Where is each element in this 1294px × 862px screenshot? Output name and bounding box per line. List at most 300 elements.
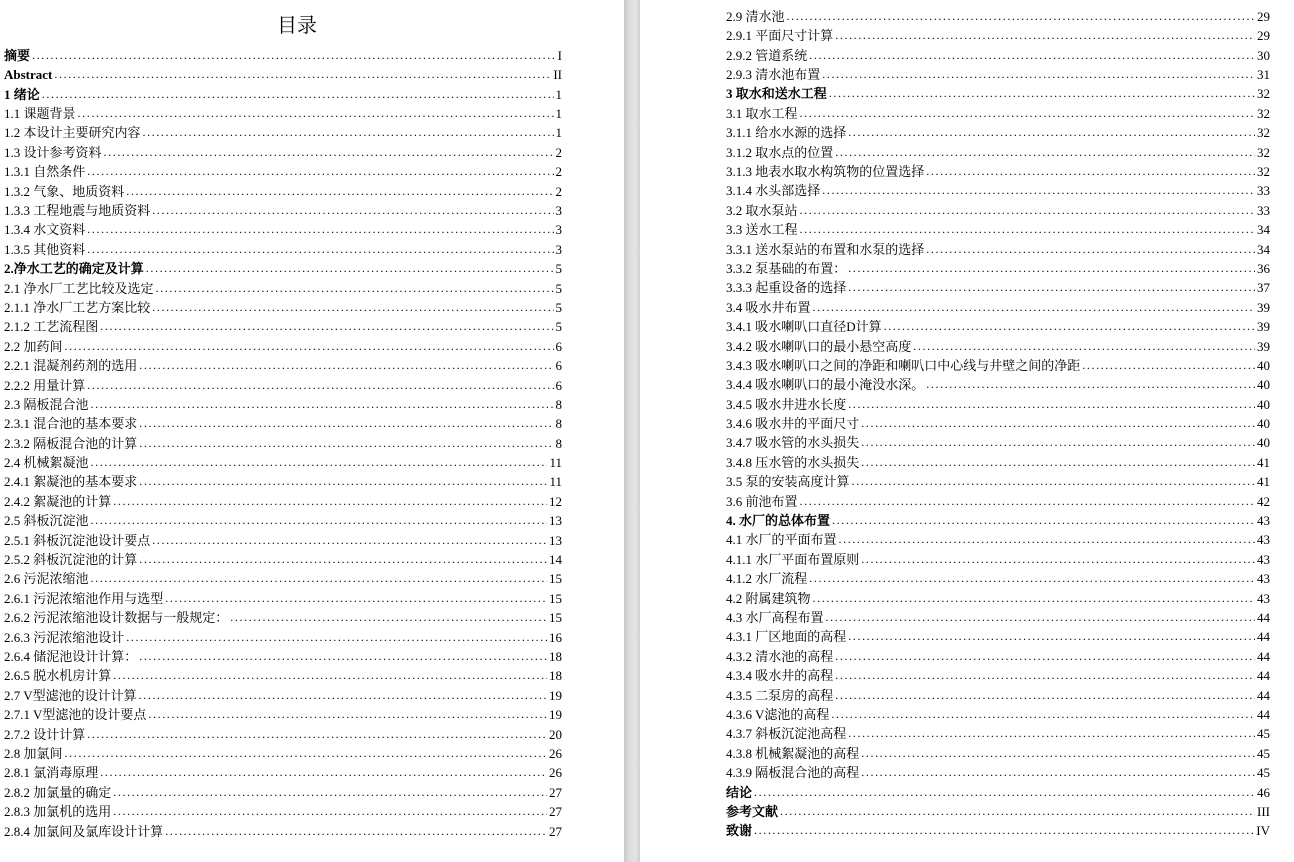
toc-list-right xyxy=(726,5,1270,839)
toc-entry[interactable] xyxy=(726,63,1270,82)
toc-entry-text: 致谢 xyxy=(726,823,753,839)
toc-entry[interactable] xyxy=(726,586,1270,605)
toc-leader-dots xyxy=(813,300,1255,315)
toc-entry-text: 4.1.1 水厂平面布置原则 xyxy=(726,551,860,567)
toc-page-number: 41 xyxy=(1257,474,1270,490)
toc-entry-text: 结论 xyxy=(726,784,753,800)
toc-leader-dots xyxy=(754,785,1255,800)
toc-page-number: 6 xyxy=(555,338,562,354)
toc-entry-text: 4.3.6 V滤池的高程 xyxy=(726,706,830,722)
toc-entry-text: 2.9.3 清水池布置 xyxy=(726,67,821,83)
toc-page-number: 46 xyxy=(1257,784,1270,800)
toc-leader-dots xyxy=(87,378,553,393)
toc-page-number: 40 xyxy=(1257,396,1270,412)
toc-page-number: 44 xyxy=(1257,706,1270,722)
toc-leader-dots xyxy=(100,765,547,780)
toc-page-number: 15 xyxy=(549,590,562,606)
toc-entry[interactable] xyxy=(4,354,562,373)
toc-entry[interactable] xyxy=(726,354,1270,373)
toc-entry[interactable] xyxy=(4,548,562,567)
toc-leader-dots xyxy=(143,125,554,140)
toc-leader-dots xyxy=(42,87,554,102)
toc-entry[interactable] xyxy=(726,160,1270,179)
toc-entry[interactable] xyxy=(726,625,1270,644)
toc-leader-dots xyxy=(848,629,1255,644)
toc-leader-dots xyxy=(861,746,1255,761)
toc-entry-text: 2.4.2 絮凝池的计算 xyxy=(4,493,112,509)
toc-entry[interactable] xyxy=(4,528,562,547)
toc-page-number: 5 xyxy=(555,261,562,277)
toc-leader-dots xyxy=(165,824,547,839)
toc-leader-dots xyxy=(91,397,554,412)
toc-entry[interactable] xyxy=(726,567,1270,586)
toc-leader-dots xyxy=(230,610,547,625)
toc-page-number: 11 xyxy=(549,455,562,471)
toc-leader-dots xyxy=(832,513,1255,528)
toc-entry-text: 3.3 送水工程 xyxy=(726,222,798,238)
toc-leader-dots xyxy=(861,416,1255,431)
toc-page-number: 12 xyxy=(549,493,562,509)
toc-leader-dots xyxy=(139,649,547,664)
toc-entry[interactable] xyxy=(726,82,1270,101)
toc-entry[interactable] xyxy=(726,703,1270,722)
toc-entry-text: 1.3 设计参考资料 xyxy=(4,144,102,160)
toc-leader-dots xyxy=(78,106,554,121)
toc-entry[interactable] xyxy=(726,761,1270,780)
toc-leader-dots xyxy=(139,688,547,703)
toc-page-number: 45 xyxy=(1257,745,1270,761)
toc-page-number: 36 xyxy=(1257,260,1270,276)
toc-leader-dots xyxy=(148,707,547,722)
toc-page-number: 26 xyxy=(549,765,562,781)
toc-entry[interactable] xyxy=(4,393,562,412)
toc-page-number: 43 xyxy=(1257,532,1270,548)
toc-entry[interactable] xyxy=(726,295,1270,314)
toc-entry[interactable] xyxy=(4,44,562,63)
toc-leader-dots xyxy=(835,649,1255,664)
toc-page-number: 32 xyxy=(1257,164,1270,180)
toc-entry[interactable] xyxy=(4,664,562,683)
toc-page-number: 20 xyxy=(549,726,562,742)
toc-page-number: 8 xyxy=(555,396,562,412)
toc-entry-text: 3.4.1 吸水喇叭口直径D计算 xyxy=(726,319,882,335)
toc-page-number: 19 xyxy=(549,687,562,703)
toc-leader-dots xyxy=(152,203,553,218)
toc-leader-dots xyxy=(861,765,1255,780)
toc-leader-dots xyxy=(831,707,1255,722)
toc-page-number: 44 xyxy=(1257,648,1270,664)
toc-entry[interactable] xyxy=(4,509,562,528)
toc-entry-text: 2.6.5 脱水机房计算 xyxy=(4,668,112,684)
toc-entry[interactable] xyxy=(4,761,562,780)
toc-page-number: 39 xyxy=(1257,299,1270,315)
toc-page-number: 43 xyxy=(1257,551,1270,567)
toc-page-number: III xyxy=(1257,803,1270,819)
toc-page-number: 1 xyxy=(555,125,562,141)
toc-entry-text: 3.3.2 泵基础的布置： xyxy=(726,260,847,276)
toc-leader-dots xyxy=(826,610,1255,625)
toc-leader-dots xyxy=(848,125,1255,140)
toc-page-number: 14 xyxy=(549,552,562,568)
toc-entry[interactable] xyxy=(4,489,562,508)
toc-leader-dots xyxy=(926,242,1255,257)
toc-entry[interactable] xyxy=(726,528,1270,547)
toc-entry[interactable] xyxy=(726,509,1270,528)
toc-entry-text: 3.4.2 吸水喇叭口的最小悬空高度 xyxy=(726,338,912,354)
toc-entry[interactable] xyxy=(4,218,562,237)
toc-entry-text: 3.4.8 压水管的水头损失 xyxy=(726,454,860,470)
toc-entry[interactable] xyxy=(4,780,562,799)
toc-leader-dots xyxy=(113,668,547,683)
toc-leader-dots xyxy=(835,28,1255,43)
toc-entry-text: 2.3 隔板混合池 xyxy=(4,396,89,412)
toc-entry[interactable] xyxy=(726,470,1270,489)
toc-entry[interactable] xyxy=(726,800,1270,819)
toc-leader-dots xyxy=(87,727,547,742)
toc-entry[interactable] xyxy=(4,102,562,121)
toc-page-number: 15 xyxy=(549,571,562,587)
toc-page-number: 15 xyxy=(549,610,562,626)
toc-leader-dots xyxy=(861,435,1255,450)
toc-entry-text: 2.4 机械絮凝池 xyxy=(4,455,89,471)
toc-entry-text: 2.1.2 工艺流程图 xyxy=(4,319,99,335)
toc-entry[interactable] xyxy=(726,644,1270,663)
toc-page-number: 44 xyxy=(1257,687,1270,703)
toc-leader-dots xyxy=(800,494,1255,509)
toc-entry[interactable] xyxy=(4,451,562,470)
toc-entry[interactable] xyxy=(4,586,562,605)
toc-entry-text: 1.3.1 自然条件 xyxy=(4,164,86,180)
toc-entry[interactable] xyxy=(4,819,562,838)
toc-page-number: 40 xyxy=(1257,357,1270,373)
toc-leader-dots xyxy=(809,48,1255,63)
toc-entry[interactable] xyxy=(726,218,1270,237)
toc-entry-text: 2.2.2 用量计算 xyxy=(4,377,86,393)
toc-entry-text: 4.3.9 隔板混合池的高程 xyxy=(726,765,860,781)
toc-entry[interactable] xyxy=(4,179,562,198)
toc-entry[interactable] xyxy=(726,683,1270,702)
toc-leader-dots xyxy=(800,106,1255,121)
toc-leader-dots xyxy=(91,513,547,528)
toc-entry[interactable] xyxy=(726,373,1270,392)
toc-entry-text: 4.3.8 机械絮凝池的高程 xyxy=(726,745,860,761)
toc-leader-dots xyxy=(126,184,553,199)
toc-leader-dots xyxy=(835,145,1255,160)
toc-entry-text: 2.8.1 氯消毒原理 xyxy=(4,765,99,781)
toc-page-number: 39 xyxy=(1257,338,1270,354)
toc-entry-text: 2.9 清水池 xyxy=(726,8,785,24)
toc-entry[interactable] xyxy=(726,819,1270,838)
toc-entry-text: 2.2.1 混凝剂药剂的选用 xyxy=(4,358,138,374)
toc-page-number: 18 xyxy=(549,649,562,664)
toc-leader-dots xyxy=(780,804,1255,819)
toc-entry-text: 2.6.4 储泥池设计计算： xyxy=(4,649,138,664)
toc-entry-text: 2.7.1 V型滤池的设计要点 xyxy=(4,707,147,723)
toc-leader-dots xyxy=(139,552,547,567)
toc-page-number: 16 xyxy=(549,629,562,645)
toc-entry[interactable] xyxy=(4,334,562,353)
toc-entry[interactable] xyxy=(4,645,562,664)
toc-entry[interactable] xyxy=(4,373,562,392)
toc-entry-text: 3.5 泵的安装高度计算 xyxy=(726,474,850,490)
toc-entry[interactable] xyxy=(4,742,562,761)
toc-leader-dots xyxy=(139,474,547,489)
toc-page-number: 40 xyxy=(1257,435,1270,451)
toc-entry[interactable] xyxy=(726,412,1270,431)
toc-entry[interactable] xyxy=(4,722,562,741)
toc-page-number: 1 xyxy=(555,106,562,122)
toc-entry[interactable] xyxy=(4,431,562,450)
toc-entry-text: 4.3.7 斜板沉淀池高程 xyxy=(726,726,847,742)
toc-entry[interactable] xyxy=(4,82,562,101)
toc-leader-dots xyxy=(848,726,1255,741)
toc-page-number: 2 xyxy=(555,183,562,199)
toc-entry-text: 3.1.1 给水水源的选择 xyxy=(726,125,847,141)
toc-entry-text: 参考文献 xyxy=(726,803,779,819)
toc-leader-dots xyxy=(813,591,1255,606)
toc-entry[interactable] xyxy=(726,334,1270,353)
toc-entry-text: 4. 水厂的总体布置 xyxy=(726,513,831,529)
toc-entry[interactable] xyxy=(4,800,562,819)
toc-title: 目录 xyxy=(277,13,317,37)
toc-entry-text: 3 取水和送水工程 xyxy=(726,86,827,102)
toc-leader-dots xyxy=(835,688,1255,703)
toc-entry[interactable] xyxy=(726,780,1270,799)
toc-entry-text: 1.2 本设计主要研究内容 xyxy=(4,125,141,141)
toc-entry[interactable] xyxy=(726,5,1270,24)
toc-leader-dots xyxy=(852,474,1255,489)
document-page-right xyxy=(640,0,1294,862)
toc-entry-text: 2.9.1 平面尺寸计算 xyxy=(726,28,834,44)
toc-entry-text: 2.6.3 污泥浓缩池设计 xyxy=(4,629,125,645)
toc-leader-dots xyxy=(146,261,554,276)
toc-leader-dots xyxy=(754,823,1254,838)
toc-entry[interactable] xyxy=(726,257,1270,276)
toc-page-number: 8 xyxy=(555,416,562,432)
toc-entry-text: 2.8.4 加氯间及氯库设计计算 xyxy=(4,823,164,839)
toc-leader-dots xyxy=(152,300,553,315)
toc-entry[interactable] xyxy=(4,470,562,489)
toc-leader-dots xyxy=(787,9,1255,24)
toc-page-number: 40 xyxy=(1257,416,1270,432)
toc-entry[interactable] xyxy=(726,121,1270,140)
toc-page-number: 5 xyxy=(555,280,562,296)
toc-entry-text: 2.6.1 污泥浓缩池作用与选型 xyxy=(4,590,164,606)
toc-entry-text: 4.1.2 水厂流程 xyxy=(726,571,808,587)
toc-entry-text: 1 绪论 xyxy=(4,86,40,102)
toc-page-number: 2 xyxy=(555,164,562,180)
toc-entry[interactable] xyxy=(726,43,1270,62)
toc-leader-dots xyxy=(800,203,1255,218)
toc-leader-dots xyxy=(926,377,1255,392)
toc-entry-text: 3.4.5 吸水井进水长度 xyxy=(726,396,847,412)
toc-entry[interactable] xyxy=(726,24,1270,43)
toc-entry[interactable] xyxy=(726,179,1270,198)
toc-entry-text: 3.2 取水泵站 xyxy=(726,202,798,218)
toc-leader-dots xyxy=(822,67,1255,82)
toc-leader-dots xyxy=(54,67,551,82)
toc-leader-dots xyxy=(113,494,547,509)
toc-list-left xyxy=(4,44,562,839)
toc-entry-text: 2.5 斜板沉淀池 xyxy=(4,513,89,529)
toc-entry-text: 3.1 取水工程 xyxy=(726,105,798,121)
toc-leader-dots xyxy=(926,164,1255,179)
toc-page-number: 40 xyxy=(1257,377,1270,393)
toc-page-number: II xyxy=(553,67,562,83)
toc-leader-dots xyxy=(87,164,553,179)
toc-entry[interactable] xyxy=(4,315,562,334)
toc-entry[interactable] xyxy=(726,101,1270,120)
toc-page-number: 45 xyxy=(1257,765,1270,781)
toc-page-number: 33 xyxy=(1257,183,1270,199)
toc-page-number: 13 xyxy=(549,532,562,548)
toc-page-number: 37 xyxy=(1257,280,1270,296)
toc-page-number: 3 xyxy=(555,241,562,257)
toc-entry-text: 3.1.4 水头部选择 xyxy=(726,183,821,199)
toc-leader-dots xyxy=(32,48,556,63)
toc-entry-text: 2.3.2 隔板混合池的计算 xyxy=(4,435,138,451)
toc-page-number: 18 xyxy=(549,668,562,684)
toc-entry-text: 2.2 加药间 xyxy=(4,338,63,354)
toc-leader-dots xyxy=(861,552,1255,567)
toc-entry-text: 3.4.4 吸水喇叭口的最小淹没水深。 xyxy=(726,377,925,393)
toc-page-number: 44 xyxy=(1257,610,1270,625)
toc-leader-dots xyxy=(829,86,1255,101)
toc-entry[interactable] xyxy=(726,431,1270,450)
toc-leader-dots xyxy=(165,591,547,606)
toc-entry[interactable] xyxy=(4,63,562,82)
toc-page-number: 43 xyxy=(1257,590,1270,606)
toc-leader-dots xyxy=(809,571,1255,586)
toc-entry-text: 2.3.1 混合池的基本要求 xyxy=(4,416,138,432)
toc-entry[interactable] xyxy=(4,567,562,586)
toc-entry[interactable] xyxy=(4,606,562,625)
toc-leader-dots xyxy=(822,183,1255,198)
toc-leader-dots xyxy=(848,261,1255,276)
toc-page-number: 6 xyxy=(555,377,562,393)
toc-page-number: 31 xyxy=(1257,67,1270,83)
toc-entry[interactable] xyxy=(726,741,1270,760)
toc-entry[interactable] xyxy=(726,722,1270,741)
toc-entry[interactable] xyxy=(4,412,562,431)
toc-entry-text: 3.1.2 取水点的位置 xyxy=(726,144,834,160)
toc-leader-dots xyxy=(91,455,548,470)
toc-page-number: 1 xyxy=(555,86,562,102)
toc-entry-text: 3.4.6 吸水井的平面尺寸 xyxy=(726,416,860,432)
toc-entry[interactable] xyxy=(4,140,562,159)
toc-entry-text: 2.9.2 管道系统 xyxy=(726,47,808,63)
toc-entry-text: 2.1.1 净水厂工艺方案比较 xyxy=(4,299,151,315)
toc-page-number: 43 xyxy=(1257,571,1270,587)
toc-entry-text: 2.6.2 污泥浓缩池设计数据与一般规定： xyxy=(4,610,229,626)
toc-page-number: 3 xyxy=(555,203,562,219)
toc-entry-text: 4.3.4 吸水井的高程 xyxy=(726,668,834,684)
toc-leader-dots xyxy=(152,533,547,548)
toc-leader-dots xyxy=(861,455,1255,470)
toc-entry[interactable] xyxy=(726,450,1270,469)
toc-entry[interactable] xyxy=(726,140,1270,159)
toc-leader-dots xyxy=(848,397,1255,412)
toc-entry[interactable] xyxy=(726,489,1270,508)
toc-entry-text: 4.3 水厂高程布置 xyxy=(726,610,824,625)
toc-entry-text: 2.1 净水厂工艺比较及选定 xyxy=(4,280,154,296)
document-page-left xyxy=(0,0,624,862)
toc-entry[interactable] xyxy=(726,237,1270,256)
toc-entry-text: 2.净水工艺的确定及计算 xyxy=(4,261,144,277)
toc-page-number: IV xyxy=(1256,823,1270,839)
toc-entry[interactable] xyxy=(4,199,562,218)
toc-entry[interactable] xyxy=(726,392,1270,411)
toc-entry[interactable] xyxy=(4,276,562,295)
toc-entry-text: 4.3.2 清水池的高程 xyxy=(726,648,834,664)
toc-page-number: 34 xyxy=(1257,222,1270,238)
toc-leader-dots xyxy=(839,532,1255,547)
toc-page-number: 34 xyxy=(1257,241,1270,257)
toc-leader-dots xyxy=(113,785,547,800)
toc-page-number: 19 xyxy=(549,707,562,723)
toc-entry[interactable] xyxy=(726,664,1270,683)
toc-entry[interactable] xyxy=(4,296,562,315)
toc-entry-text: Abstract xyxy=(4,67,53,83)
toc-leader-dots xyxy=(100,319,553,334)
toc-entry[interactable] xyxy=(4,237,562,256)
toc-entry[interactable] xyxy=(726,198,1270,217)
toc-page-number: 32 xyxy=(1257,86,1270,102)
toc-entry[interactable] xyxy=(726,606,1270,625)
toc-entry[interactable] xyxy=(4,683,562,702)
toc-page-number: 5 xyxy=(555,299,562,315)
toc-entry-text: 2.4.1 絮凝池的基本要求 xyxy=(4,474,138,490)
toc-entry-text: 3.3.1 送水泵站的布置和水泵的选择 xyxy=(726,241,925,257)
toc-entry-text: 1.3.2 气象、地质资料 xyxy=(4,183,125,199)
toc-page-number: 39 xyxy=(1257,319,1270,335)
toc-entry[interactable] xyxy=(726,547,1270,566)
toc-entry[interactable] xyxy=(4,160,562,179)
toc-leader-dots xyxy=(91,571,547,586)
toc-entry-text: 1.3.5 其他资料 xyxy=(4,241,86,257)
toc-entry[interactable] xyxy=(4,257,562,276)
toc-page-number: 5 xyxy=(555,319,562,335)
toc-entry-text: 2.5.2 斜板沉淀池的计算 xyxy=(4,552,138,568)
toc-entry[interactable] xyxy=(4,703,562,722)
toc-entry[interactable] xyxy=(4,121,562,140)
toc-page-number: 13 xyxy=(549,513,562,529)
toc-leader-dots xyxy=(913,339,1255,354)
toc-page-number: 33 xyxy=(1257,202,1270,218)
toc-page-number: 44 xyxy=(1257,668,1270,684)
toc-leader-dots xyxy=(800,222,1255,237)
toc-page-number: 26 xyxy=(549,745,562,761)
toc-leader-dots xyxy=(113,804,547,819)
toc-page-number: 30 xyxy=(1257,47,1270,63)
toc-leader-dots xyxy=(835,668,1255,683)
toc-entry[interactable] xyxy=(726,315,1270,334)
toc-page-number: 45 xyxy=(1257,726,1270,742)
toc-page-number: 42 xyxy=(1257,493,1270,509)
toc-page-number: 27 xyxy=(549,784,562,800)
toc-entry-text: 4.3.5 二泵房的高程 xyxy=(726,687,834,703)
toc-entry[interactable] xyxy=(4,625,562,644)
toc-entry-text: 2.7.2 设计计算 xyxy=(4,726,86,742)
toc-page-number: 29 xyxy=(1257,8,1270,24)
toc-entry-text: 2.8.2 加氯量的确定 xyxy=(4,784,112,800)
toc-leader-dots xyxy=(65,746,547,761)
toc-leader-dots xyxy=(87,242,553,257)
toc-entry[interactable] xyxy=(726,276,1270,295)
toc-entry-text: 1.3.4 水文资料 xyxy=(4,222,86,238)
toc-leader-dots xyxy=(884,319,1255,334)
toc-entry-text: 2.6 污泥浓缩池 xyxy=(4,571,89,587)
